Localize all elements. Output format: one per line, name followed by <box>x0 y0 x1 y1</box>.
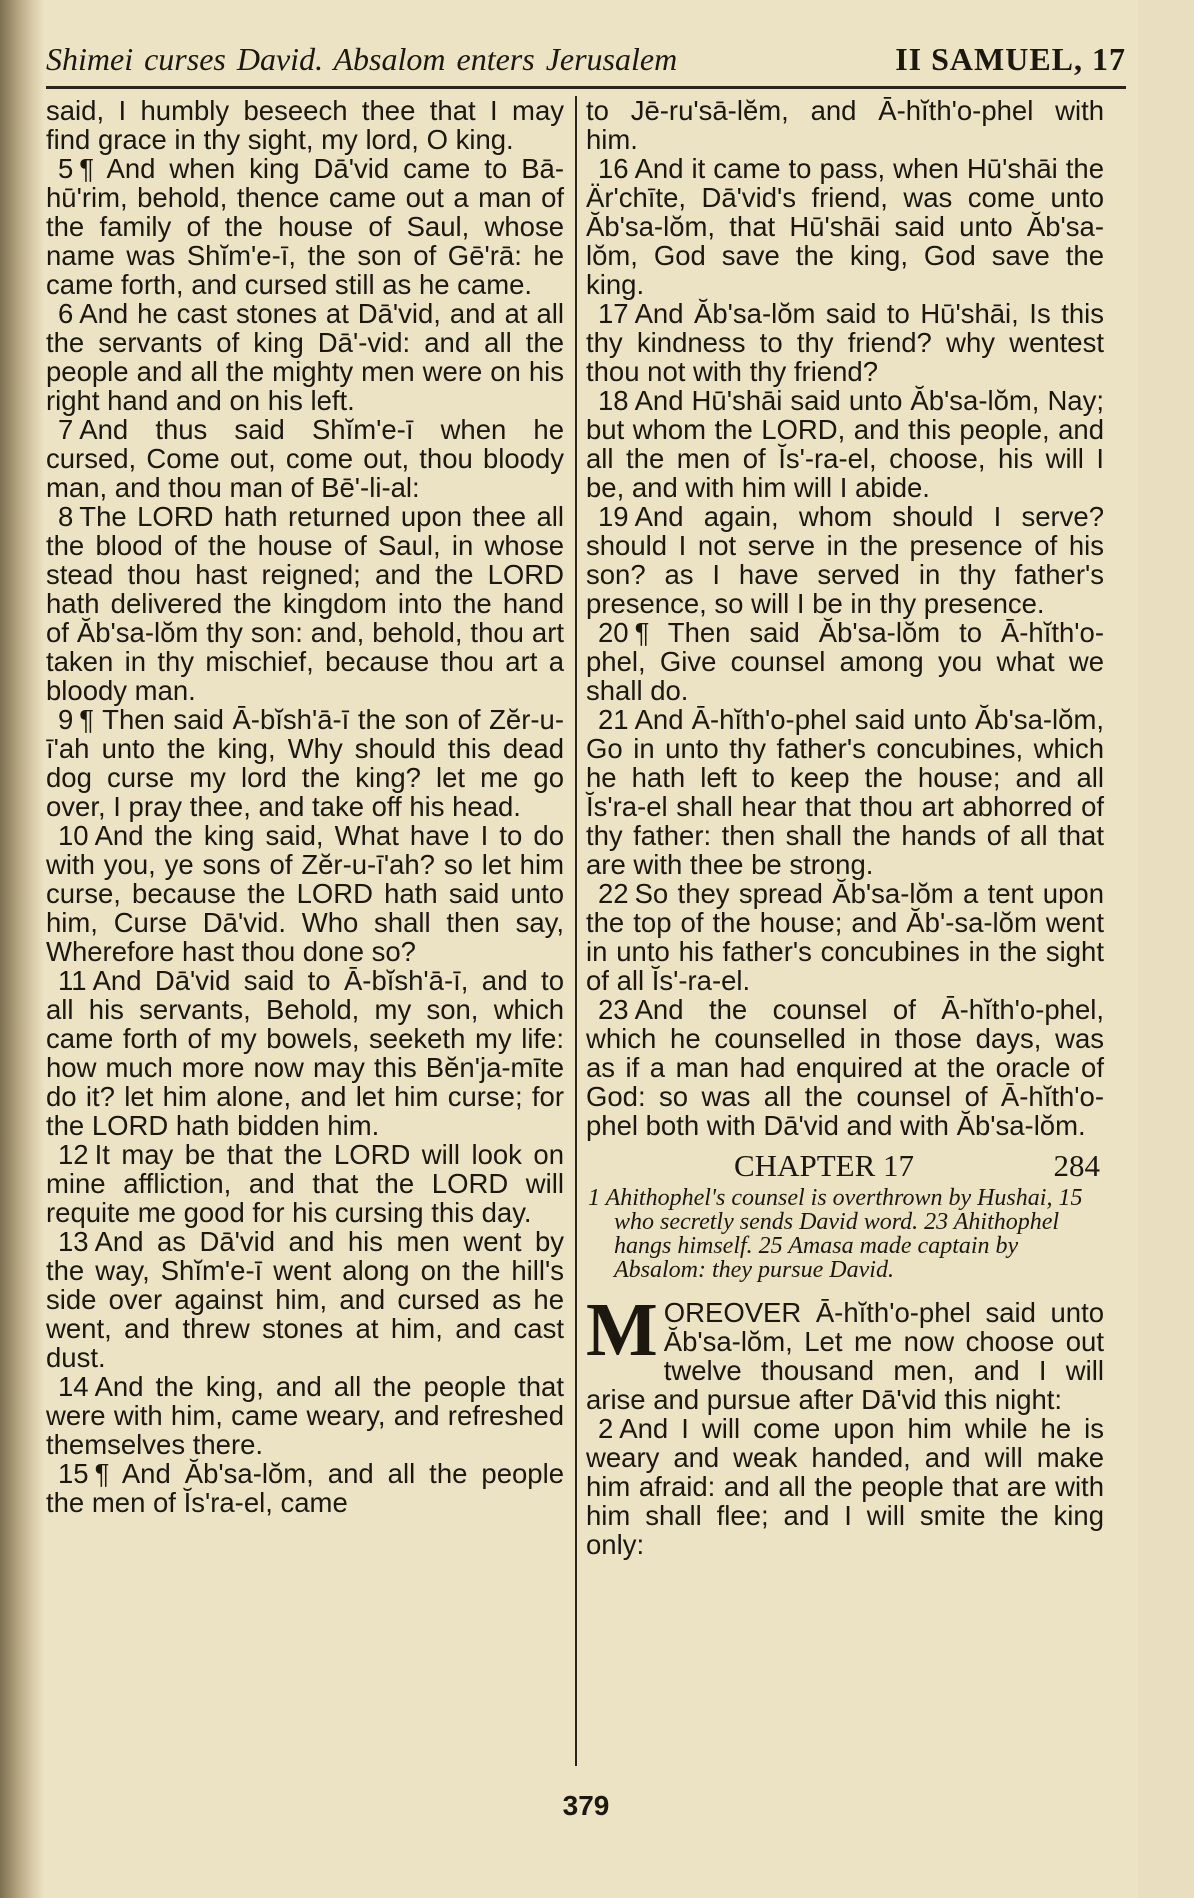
verse <box>586 386 1104 502</box>
verse-number: 16 <box>598 153 629 184</box>
verse-text: So they spread Ăb'sa-lŏm a tent upon the top of the house; and Ăb'-sa-lŏm went in unto his father's concubines in the sight of all Ĭs'-ra-el. <box>586 878 1104 996</box>
verse-text: And as Dā'vid and his men went by the way, Shĭm'e-ī went along on the hill's side over against him, and cursed as he went, and threw stones at him, and cast dust. <box>46 1226 564 1373</box>
verse-number: 13 <box>58 1226 89 1257</box>
right-column-verses-bottom <box>586 1414 1104 1559</box>
verse-number: 9 <box>58 704 74 735</box>
verse-text: And I will come upon him while he is weary and weak handed, and will make him afraid: and all the people that are with him shall flee; and I will smite the king only: <box>586 1413 1104 1560</box>
verse-text: ¶ Then said Ā-bĭsh'ā-ī the son of Zĕr-u-ī'ah unto the king, Why should this dead dog curse my lord the king? let me go over, I pray thee, and take off his head. <box>46 704 564 822</box>
header-rule <box>46 86 1126 89</box>
verse <box>586 96 1104 154</box>
verse-number: 10 <box>58 820 89 851</box>
verse-number: 6 <box>58 298 74 329</box>
page-edge <box>1138 0 1194 1898</box>
verse-text: And it came to pass, when Hū'shāi the Är'chīte, Dā'vid's friend, was come unto Ăb'sa-lŏm, that Hū'shāi said unto Ăb'sa-lŏm, God save the king, God save the king. <box>586 153 1104 300</box>
page-number: 379 <box>562 1790 610 1821</box>
verse-text: ¶ Then said Ăb'sa-lŏm to Ā-hĭth'o-phel, Give counsel among you what we shall do. <box>586 617 1104 706</box>
verse-text: It may be that the LORD will look on mine affliction, and that the LORD will requite me good for his cursing this day. <box>46 1139 564 1228</box>
verse-number: 12 <box>58 1139 89 1170</box>
verse-number: 7 <box>58 414 74 445</box>
verse <box>46 299 564 415</box>
verse-number: 18 <box>598 385 629 416</box>
verse <box>46 154 564 299</box>
verse-number: 19 <box>598 501 629 532</box>
left-column <box>46 96 564 1517</box>
verse <box>46 1372 564 1459</box>
verse-text: said, I humbly beseech thee that I may find grace in thy sight, my lord, O king. <box>46 95 564 155</box>
verse-number: 5 <box>58 153 74 184</box>
verse <box>586 618 1104 705</box>
verse-number: 23 <box>598 994 629 1025</box>
verse <box>46 966 564 1140</box>
verse-text: And Ăb'sa-lŏm said to Hū'shāi, Is this thy kindness to thy friend? why wentest thou not with thy friend? <box>586 298 1104 387</box>
verse <box>586 502 1104 618</box>
verse <box>46 1140 564 1227</box>
verse-text: And the king, and all the people that were with him, came weary, and refreshed themselves there. <box>46 1371 564 1460</box>
verse <box>46 1459 564 1517</box>
right-column-verses <box>586 96 1104 1140</box>
verse-text: And he cast stones at Dā'vid, and at all the servants of king Dā'-vid: and all the people and all the mighty men were on his right hand and on his left. <box>46 298 564 416</box>
verse <box>586 879 1104 995</box>
verse <box>586 299 1104 386</box>
verse-text: ¶ And when king Dā'vid came to Bā-hū'rim, behold, thence came out a man of the family of the house of Saul, whose name was Shĭm'e-ī, the son of Gē'rā: he came forth, and cursed still as he came. <box>46 153 564 300</box>
verse-text: And the counsel of Ā-hĭth'o-phel, which he counselled in those days, was as if a man had enquired at the oracle of God: so was all the counsel of Ā-hĭth'o-phel both with Dā'vid and with Ăb'sa-lŏm. <box>586 994 1104 1141</box>
verse <box>46 502 564 705</box>
verse-number: 21 <box>598 704 629 735</box>
verse <box>586 995 1104 1140</box>
verse-text: And Hū'shāi said unto Ăb'sa-lŏm, Nay; but whom the LORD, and this people, and all the men of Ĭs'-ra-el, choose, his will I be, and with him will I abide. <box>586 385 1104 503</box>
chapter-opening-verse <box>586 1288 1104 1415</box>
verse-number: 14 <box>58 1371 89 1402</box>
verse-text: to Jē-ru'sā-lĕm, and Ā-hĭth'o-phel with him. <box>586 95 1104 155</box>
chapter-title: CHAPTER 17 <box>734 1148 914 1183</box>
verse <box>46 821 564 966</box>
book-binding-shadow <box>0 0 44 1898</box>
running-head-left: Shimei curses David. Absalom enters Jerusalem <box>46 41 678 77</box>
verse <box>586 1414 1104 1559</box>
verse-number: 2 <box>598 1413 614 1444</box>
running-head-right: II SAMUEL, 17 <box>895 41 1126 77</box>
verse <box>46 705 564 821</box>
column-divider <box>575 96 577 1766</box>
verse-text: And again, whom should I serve? should I not serve in the presence of his son? as I have served in thy father's presence, so will I be in thy presence. <box>586 501 1104 619</box>
verse <box>46 96 564 154</box>
verse <box>586 705 1104 879</box>
bible-page <box>46 0 1126 1898</box>
chapter-reference-number: 284 <box>1053 1148 1100 1183</box>
verse-number: 20 <box>598 617 629 648</box>
right-column <box>586 96 1104 1559</box>
verse <box>586 154 1104 299</box>
running-head <box>46 36 1126 82</box>
verse-text: And Ā-hĭth'o-phel said unto Ăb'sa-lŏm, Go in unto thy father's concubines, which he hath left to keep the house; and all Ĭs'ra-el shall hear that thou art abhorred of thy father: then shall the hands of all that are with thee be strong. <box>586 704 1104 880</box>
chapter-heading <box>586 1148 1104 1184</box>
verse-number: 22 <box>598 878 629 909</box>
drop-cap: M <box>586 1288 658 1372</box>
verse <box>46 415 564 502</box>
verse-number: 11 <box>58 965 87 996</box>
verse-number: 8 <box>58 501 74 532</box>
opening-verse-text: OREOVER Ā-hĭth'o-phel said unto Ăb'sa-lŏm, Let me now choose out twelve thousand men, and I will arise and pursue after Dā'vid this night: <box>586 1297 1104 1415</box>
verse <box>46 1227 564 1372</box>
verse-text: And thus said Shĭm'e-ī when he cursed, Come out, come out, thou bloody man, and thou man of Bē'-li-al: <box>46 414 564 503</box>
verse-number: 17 <box>598 298 629 329</box>
verse-text: ¶ And Ăb'sa-lŏm, and all the people the men of Ĭs'ra-el, came <box>46 1458 564 1518</box>
verse-text: And the king said, What have I to do with you, ye sons of Zĕr-u-ī'ah? so let him curse, because the LORD hath said unto him, Curse Dā'vid. Who shall then say, Wherefore hast thou done so? <box>46 820 564 967</box>
chapter-summary: 1 Ahithophel's counsel is overthrown by Hushai, 15 who secretly sends David word. 23 Ahithophel hangs himself. 25 Amasa made captain by Absalom: they pursue David. <box>588 1185 1083 1283</box>
verse-text: And Dā'vid said to Ā-bĭsh'ā-ī, and to all his servants, Behold, my son, which came forth of my bowels, seeketh my life: how much more now may this Bĕn'ja-mīte do it? let him alone, and let him curse; for the LORD hath bidden him. <box>46 965 564 1141</box>
verse-text: The LORD hath returned upon thee all the blood of the house of Saul, in whose stead thou hast reigned; and the LORD hath delivered the kingdom into the hand of Ăb'sa-lŏm thy son: and, behold, thou art taken in thy mischief, because thou art a bloody man. <box>46 501 564 706</box>
verse-number: 15 <box>58 1458 89 1489</box>
